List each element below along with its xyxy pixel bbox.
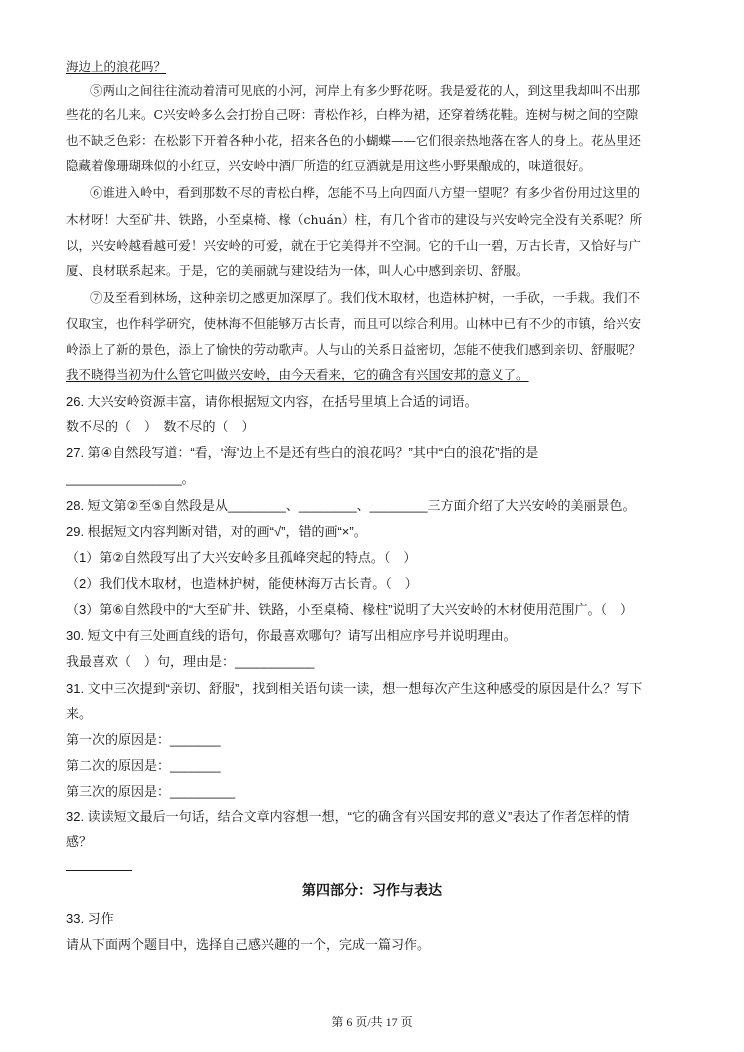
essay-instruction: 请从下面两个题目中，选择自己感兴趣的一个，完成一篇习作。 [66,937,431,952]
question-27-blank: ________________。 [66,471,195,486]
p5-line-2-text: 些花的名儿来。C兴安岭多么会打扮自己呀：青松作衫，白桦为裙，还穿着绣花鞋。连树与树之间的空隙 [66,107,639,122]
p5-line-3: 也不缺乏色彩：在松影下开着各种小花，招来各色的小蝴蝶——它们很亲热地落在客人的身上。花丛里还 [66,133,642,148]
question-32-line-1: 32. 读读短文最后一句话，结合文章内容想一想，“它的确含有兴国安邦的意义”表达了作者怎样的情 [66,809,630,824]
question-29: 29. 根据短文内容判断对错，对的画“√”，错的画“×”。 [66,524,367,539]
question-32-line-2: 感？ [66,834,93,849]
question-29-item-1: （1）第②自然段写出了大兴安岭多且孤峰突起的特点。（ ） [66,550,417,565]
question-31-reason-2: 第二次的原因是：_______ [66,758,221,773]
p6-line-4: 厦、良材联系起来。于是，它的美丽就与建设结为一体，叫人心中感到亲切、舒服。 [66,263,529,278]
question-29-item-3: （3）第⑥自然段中的“大至矿井、铁路，小至桌椅、椽柱”说明了大兴安岭的木材使用范围广。（ ） [66,602,634,617]
p4-tail: 海边上的浪花吗？ [66,59,167,74]
question-26: 26. 大兴安岭资源丰富，请你根据短文内容，在括号里填上合适的词语。 [66,394,478,409]
section-4-title: 第四部分：习作与表达 [302,883,442,899]
question-26-blanks: 数不尽的（ ） 数不尽的（ ） [66,419,255,434]
p6-line-3: 以，兴安岭越看越可爱！兴安岭的可爱，就在于它美得并不空洞。它的千山一碧，万古长青，又恰好与广 [66,238,642,253]
page-number: 第 6 页/共 17 页 [331,1015,413,1029]
p6-line-1: ⑥谁进入岭中，看到那数不尽的青松白桦，怎能不马上向四面八方望一望呢？有多少省份用过这里的 [90,185,641,200]
question-33: 33. 习作 [66,911,114,926]
question-32-answer-line [66,870,132,871]
p7-line-3: 岭添上了新的景色，添上了愉快的劳动歌声。人与山的关系日益密切，怎能不使我们感到亲切、舒服呢？ [66,342,642,357]
p5-line-4: 隐藏着像珊瑚珠似的小红豆，兴安岭中酒厂所造的红豆酒就是用这些小野果酿成的，味道很好。 [66,158,592,173]
p5-line-1: ⑤两山之间往往流动着清可见底的小河，河岸上有多少野花呀。我是爱花的人，到这里我却叫不出那 [90,83,641,98]
question-30: 30. 短文中有三处画直线的语句，你最喜欢哪句？请写出相应序号并说明理由。 [66,628,517,643]
question-27: 27. 第④自然段写道：“看，‘海’边上不是还有些白的浪花吗？”其中“白的浪花”指的是 [66,445,539,460]
question-31-line-2: 来。 [66,706,93,721]
question-31-reason-1: 第一次的原因是：_______ [66,732,221,747]
p7-line-2: 仅取宝，也作科学研究，使林海不但能够万古长青，而且可以综合利用。山林中已有不少的市镇，给兴安 [66,316,642,331]
question-29-item-2: （2）我们伐木取材，也造林护树，能使林海万古长青。（ ） [66,576,418,591]
question-31-reason-3: 第三次的原因是：_________ [66,784,236,799]
p6-line-2: 木材呀！大至矿井、铁路，小至桌椅、椽（chuán）柱，有几个省市的建设与兴安岭完全没有关系呢？所 [66,212,643,227]
question-28: 28. 短文第②至⑤自然段是从________、________、________三方面介绍了大兴安岭的美丽景色。 [66,498,636,513]
p7-line-1: ⑦及至看到林场，这种亲切之感更加深厚了。我们伐木取材，也造林护树，一手砍，一手栽。我们不 [90,290,641,305]
question-31-line-1: 31. 文中三次提到“亲切、舒服”，找到相关语句读一读，想一想每次产生这种感受的原因是什么？写下 [66,681,643,696]
question-30-blank: 我最喜欢（ ）句，理由是：___________ [66,654,315,669]
p7-line-4-underlined: 我不晓得当初为什么管它叫做兴安岭，由今天看来，它的确含有兴国安邦的意义了。 [66,367,529,382]
p5-line-2 [66,106,686,124]
